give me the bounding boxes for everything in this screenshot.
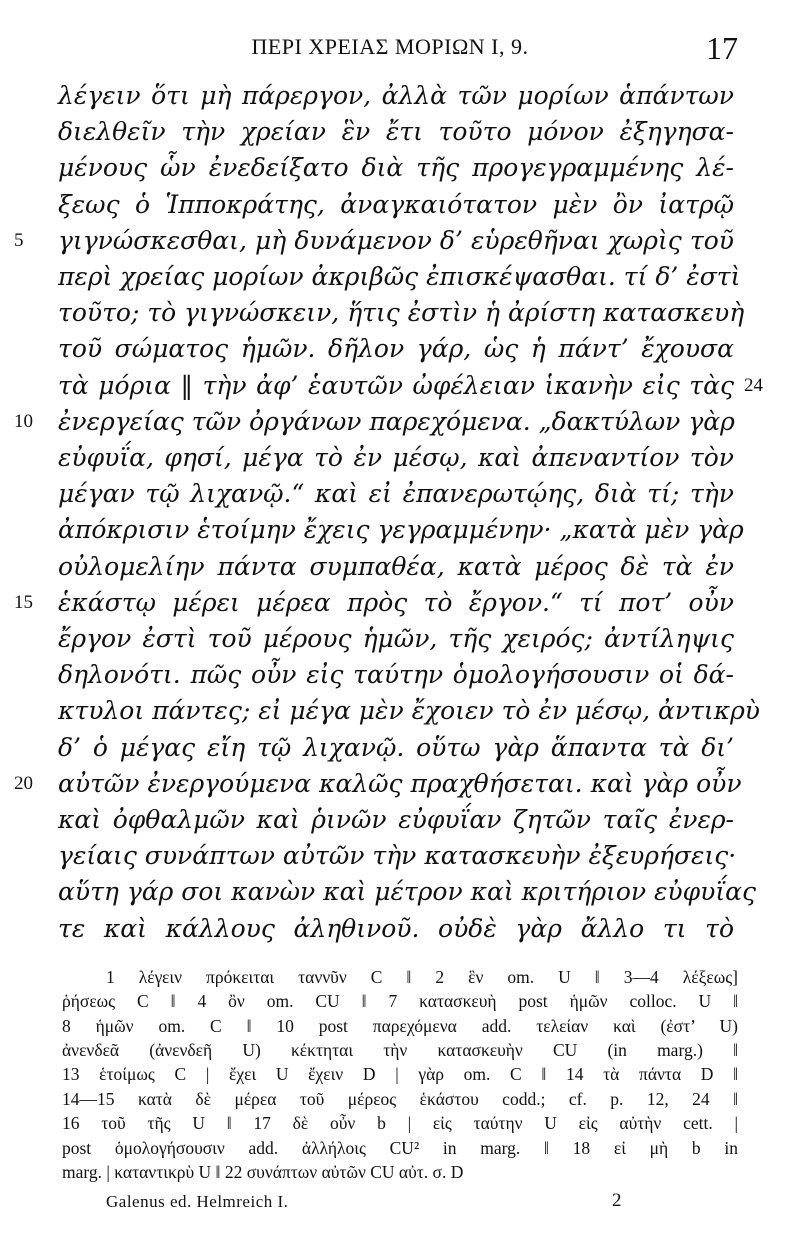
running-title: ΠΕΡΙ ΧΡΕΙΑΣ ΜΟΡΙΩΝ Ι, 9.	[251, 34, 529, 59]
text-line: τὰ μόρια ‖ τὴν ἀφ’ ἑαυτῶν ὠφέλειαν ἱκανὴν εἰς τὰς	[58, 370, 734, 400]
footnote-line: 16 τοῦ τῆς U ‖ 17 δὲ οὖν b | εἰς ταύτην U εἰς αὐτὴν cett. |	[62, 1113, 738, 1134]
text-line: εὐφυΐα, φησί, μέγα τὸ ἐν μέσῳ, καὶ ἀπεναντίον τὸν	[58, 443, 734, 472]
apparatus-criticus	[62, 965, 738, 1185]
text-line: δηλονότι. πῶς οὖν εἰς ταύτην ὁμολογήσουσιν οἱ δά-	[58, 660, 734, 690]
line-number: 10	[14, 410, 33, 432]
page-number: 17	[706, 30, 738, 66]
margin-page-reference: 24	[744, 374, 763, 396]
text-line: τοῦτο; τὸ γιγνώσκειν, ἥτις ἐστὶν ἡ ἀρίστη κατασκευὴ	[58, 298, 745, 328]
text-line: αὕτη γάρ σοι κανὼν καὶ μέτρον καὶ κριτήριον εὐφυΐας	[58, 877, 757, 907]
text-line: περὶ χρείας μορίων ἀκριβῶς ἐπισκέψασθαι. τί δ’ ἐστὶ	[58, 262, 741, 291]
text-line: καὶ ὀφθαλμῶν καὶ ῥινῶν εὐφυΐαν ζητῶν ταῖς ἐνερ-	[58, 805, 734, 834]
printer-signature: Galenus ed. Helmreich I.	[106, 1192, 289, 1211]
line-number: 5	[14, 229, 24, 251]
footnote-line: ῥήσεως C ‖ 4 ὂν om. CU ‖ 7 κατασκευὴ post ἡμῶν colloc. U ‖	[62, 991, 738, 1012]
text-line: ἑκάστῳ μέρει μέρεα πρὸς τὸ ἔργον.“ τί ποτ’ οὖν	[58, 587, 734, 617]
footnote-line: post ὁμολογήσουσιν add. ἀλλήλοις CU² in marg. ‖ 18 εἰ μὴ b in	[62, 1137, 738, 1158]
text-line: δ’ ὁ μέγας εἴη τῷ λιχανῷ. οὕτω γὰρ ἅπαντα τὰ δι’	[58, 732, 734, 762]
text-line: ἐνεργείας τῶν ὀργάνων παρεχόμενα. „δακτύλων γὰρ	[58, 406, 735, 436]
line-number: 15	[14, 591, 33, 613]
text-line: αὐτῶν ἐνεργούμενα καλῶς πραχθήσεται. καὶ γὰρ οὖν	[58, 768, 742, 798]
text-line: τοῦ σώματος ἡμῶν. δῆλον γάρ, ὡς ἡ πάντ’ ἔχουσα	[58, 334, 734, 364]
text-line: τε καὶ κάλλους ἀληθινοῦ. οὐδὲ γὰρ ἄλλο τι τὸ	[58, 913, 734, 943]
footnote-line: 13 ἑτοίμως C | ἔχει U ἔχειν D | γὰρ om. C ‖ 14 τὰ πάντα D ‖	[62, 1064, 738, 1085]
footnote-line: marg. | καταντικρὺ U ‖ 22 συνάπτων αὐτῶν CU αὐτ. σ. D	[62, 1161, 464, 1182]
text-line: διελθεῖν τὴν χρείαν ἓν ἔτι τοῦτο μόνον ἐξηγησα-	[58, 117, 734, 147]
line-number: 20	[14, 772, 33, 794]
text-line: ἔργον ἐστὶ τοῦ μέρους ἡμῶν, τῆς χειρός; ἀντίληψις	[58, 624, 734, 653]
footnote-line: ἀνενδεᾶ (ἀνενδεῆ U) κέκτηται τὴν κατασκευὴν CU (in marg.) ‖	[62, 1039, 738, 1060]
footnote-line: 14—15 κατὰ δὲ μέρεα τοῦ μέρεος ἑκάστου codd.; cf. p. 12, 24 ‖	[62, 1088, 738, 1109]
text-line: μέγαν τῷ λιχανῷ.“ καὶ εἰ ἐπανερωτῴης, διὰ τί; τὴν	[58, 479, 734, 509]
text-line: κτυλοι πάντες; εἰ μέγα μὲν ἔχοιεν τὸ ἐν μέσῳ, ἀντικρὺ	[58, 696, 760, 726]
text-line: μένους ὧν ἐνεδείξατο διὰ τῆς προγεγραμμένης λέ-	[58, 153, 734, 183]
footnote-line: 8 ἡμῶν om. C ‖ 10 post παρεχόμενα add. τελείαν καὶ (ἐστ’ U)	[62, 1015, 738, 1036]
sheet-number: 2	[612, 1190, 622, 1211]
text-line: οὐλομελίην πάντα συμπαθέα, κατὰ μέρος δὲ τὰ ἐν	[58, 551, 734, 581]
text-line: γιγνώσκεσθαι, μὴ δυνάμενον δ’ εὑρεθῆναι χωρὶς τοῦ	[58, 225, 734, 255]
text-line: ἀπόκρισιν ἑτοίμην ἔχεις γεγραμμένην· „κατὰ μὲν γὰρ	[58, 515, 744, 545]
text-line: ξεως ὁ Ἱπποκράτης, ἀναγκαιότατον μὲν ὂν ἰατρῷ	[58, 189, 734, 219]
footnote-line: 1 λέγειν πρόκειται ταννῦν C ‖ 2 ἓν om. U ‖ 3—4 λέξεως]	[106, 966, 738, 987]
text-line: γείαις συνάπτων αὐτῶν τὴν κατασκευὴν ἐξευρήσεις·	[58, 841, 737, 871]
text-line: λέγειν ὅτι μὴ πάρεργον, ἀλλὰ τῶν μορίων ἁπάντων	[58, 81, 734, 110]
